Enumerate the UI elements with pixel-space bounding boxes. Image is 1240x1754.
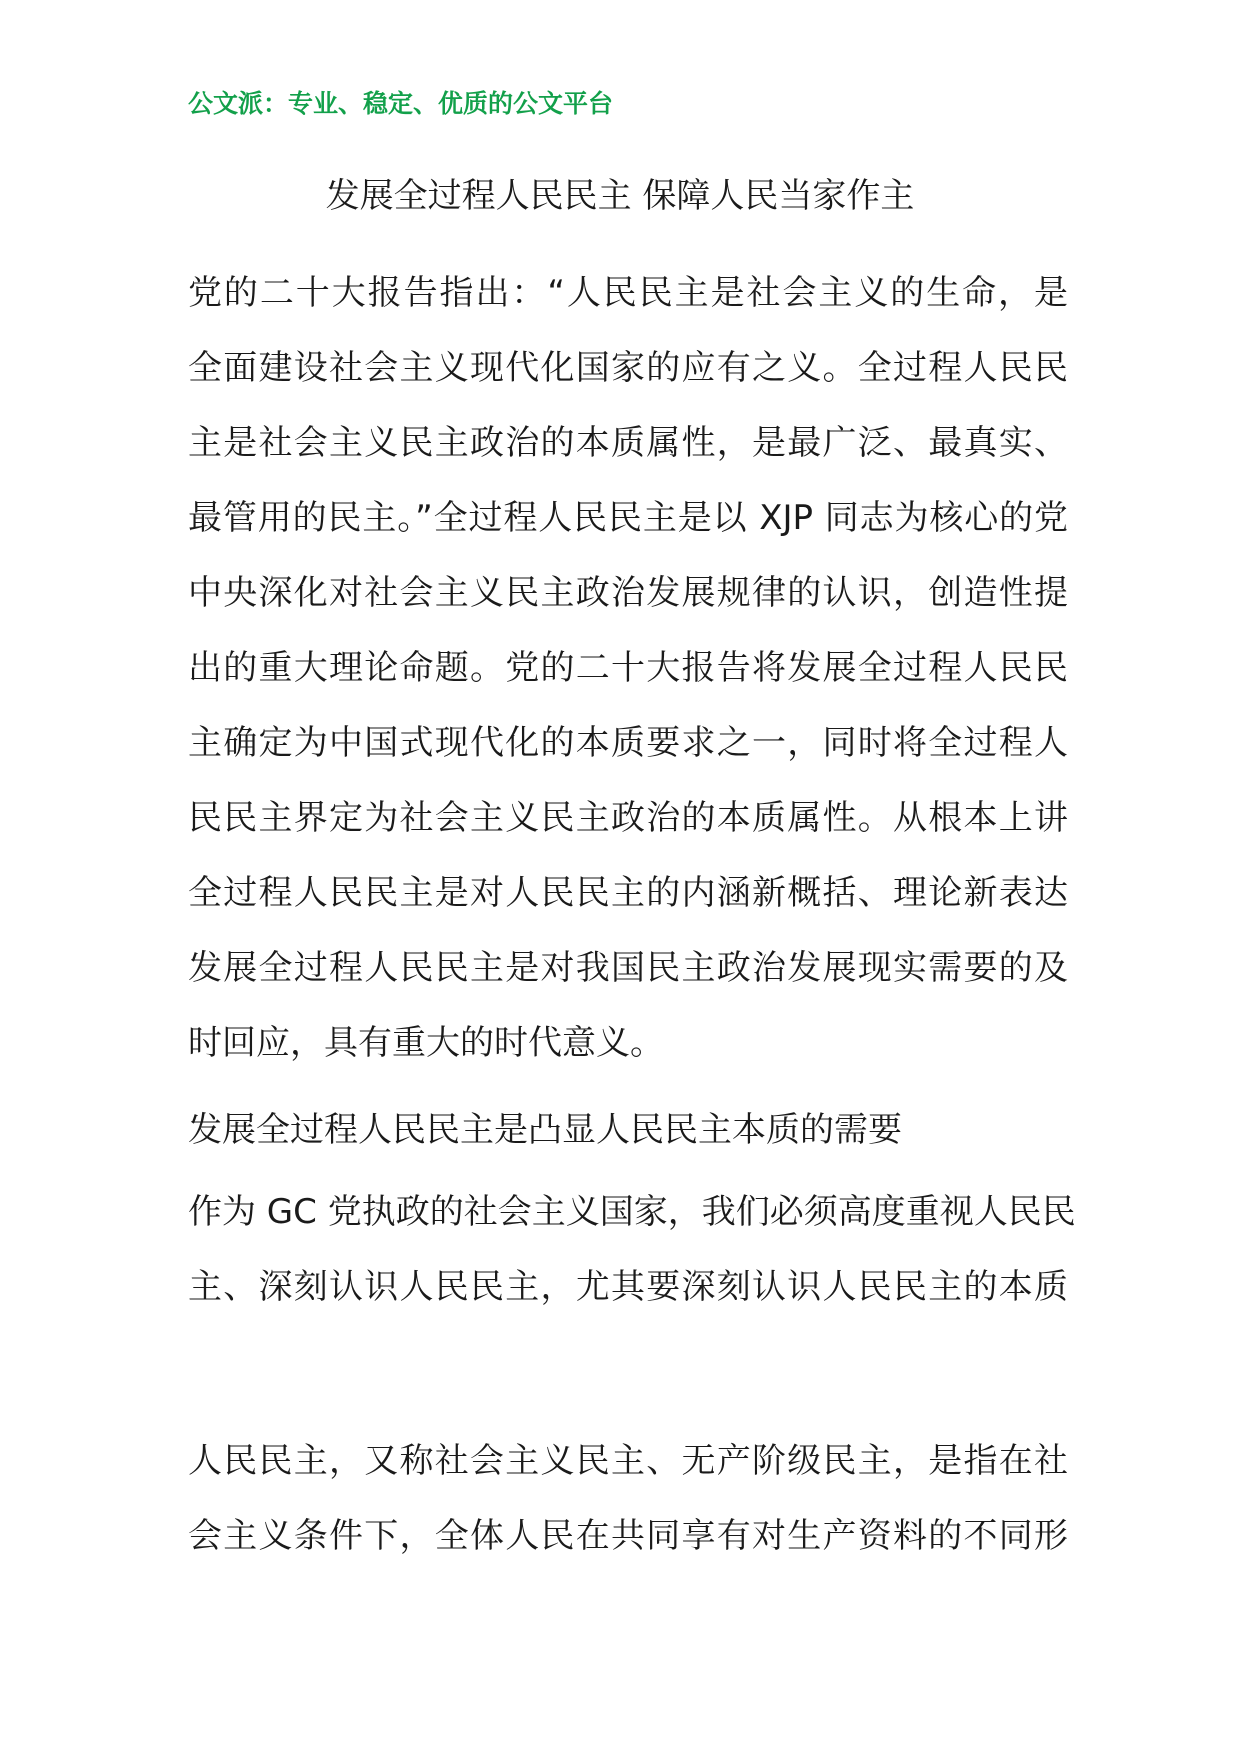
paragraph-line: 中央深化对社会主义民主政治发展规律的认识，创造性提 [188,573,1068,613]
paragraph-line: 人民民主，又称社会主义民主、无产阶级民主，是指在社 [188,1441,1068,1481]
document-title: 发展全过程人民民主 保障人民当家作主 [325,176,915,216]
paragraph-line: 发展全过程人民民主是对我国民主政治发展现实需要的及 [188,948,1068,988]
paragraph-line: 会主义条件下，全体人民在共同享有对生产资料的不同形 [188,1516,1068,1556]
paragraph-line: 全过程人民民主是对人民民主的内涵新概括、理论新表达 [188,873,1068,913]
subheading-text: 发展全过程人民民主是凸显人民民主本质的需要 [188,1110,902,1150]
paragraph-line: 党的二十大报告指出：“人民民主是社会主义的生命，是 [188,273,1068,313]
paragraph-definition [188,1424,1068,1574]
paragraph-line: 主确定为中国式现代化的本质要求之一，同时将全过程人 [188,723,1068,763]
site-header-banner: 公文派：专业、稳定、优质的公文平台 [188,89,614,118]
section-subheading [188,1093,1068,1168]
paragraph-line: 最管用的民主。”全过程人民民主是以 XJP 同志为核心的党 [188,498,1068,538]
paragraph-line: 民民主界定为社会主义民主政治的本质属性。从根本上讲 [188,798,1068,838]
paragraph-line: 全面建设社会主义现代化国家的应有之义。全过程人民民 [188,348,1068,388]
paragraph-intro [188,256,1068,1081]
paragraph-line: 作为 GC 党执政的社会主义国家，我们必须高度重视人民民 [188,1192,1076,1232]
paragraph-line: 主、深刻认识人民民主，尤其要深刻认识人民民主的本质 [188,1267,1068,1307]
paragraph-section-one [188,1175,1076,1325]
paragraph-line: 出的重大理论命题。党的二十大报告将发展全过程人民民 [188,648,1068,688]
paragraph-line: 时回应，具有重大的时代意义。 [188,1023,664,1063]
paragraph-line: 主是社会主义民主政治的本质属性，是最广泛、最真实、 [188,423,1068,463]
